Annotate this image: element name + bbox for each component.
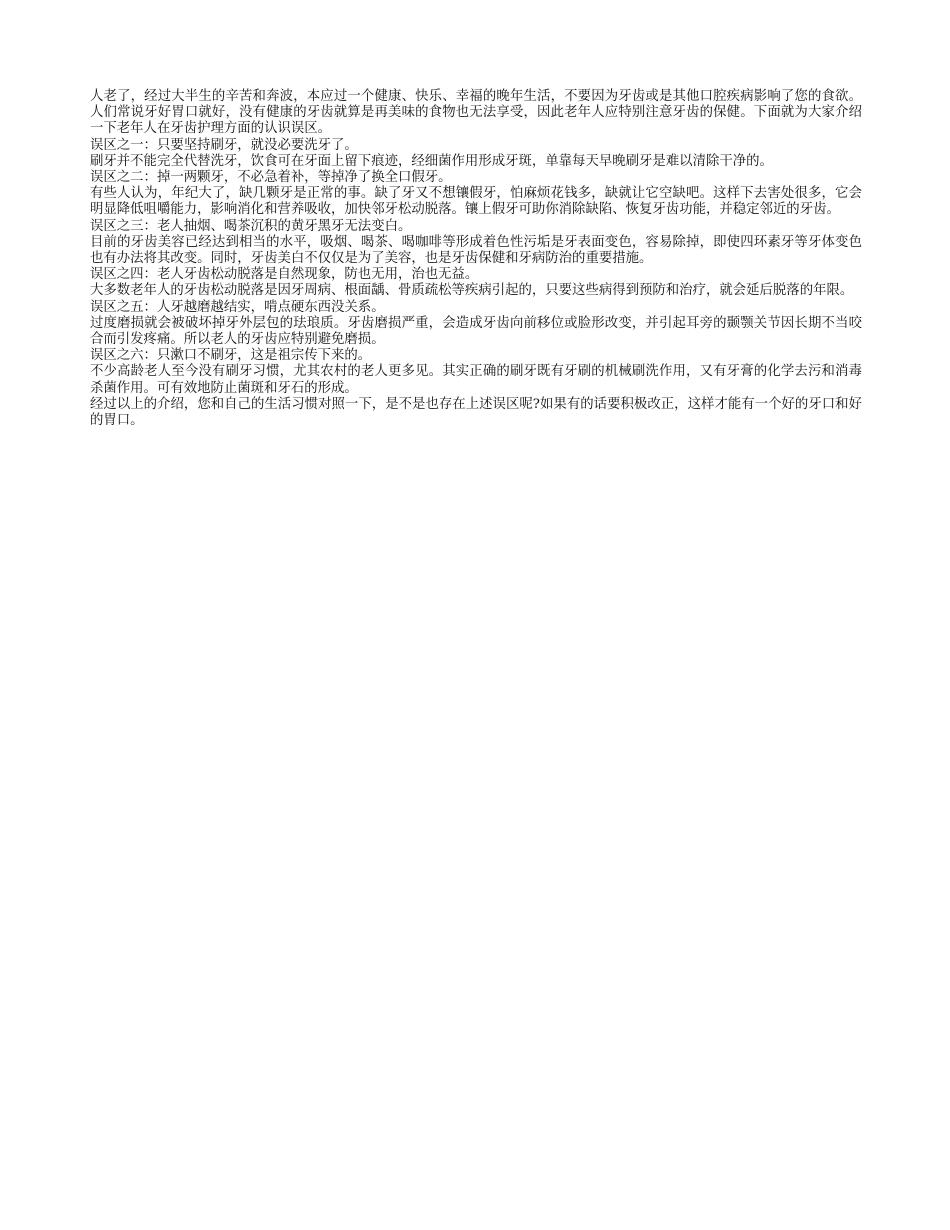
intro-paragraph: 人老了，经过大半生的辛苦和奔波，本应过一个健康、快乐、幸福的晚年生活，不要因为牙齿或是其他口腔疾病影响了您的食欲。人们常说牙好胃口就好，没有健康的牙齿就算是再美味的食物也无法享受，因此老年人应特别注意牙齿的保健。下面就为大家介绍一下老年人在牙齿护理方面的认识误区。	[90, 89, 862, 137]
myth-2-heading: 误区之二：掉一两颗牙，不必急着补，等掉净了换全口假牙。	[90, 170, 452, 186]
article-body	[90, 89, 862, 429]
myth-5-heading: 误区之五：人牙越磨越结实，啃点硬东西没关系。	[90, 299, 385, 315]
myth-1-explanation: 刷牙并不能完全代替洗牙，饮食可在牙面上留下痕迹，经细菌作用形成牙斑，单靠每天早晚刷牙是难以清除干净的。	[90, 153, 773, 169]
myth-6-explanation: 不少高龄老人至今没有刷牙习惯，尤其农村的老人更多见。其实正确的刷牙既有牙刷的机械刷洗作用，又有牙膏的化学去污和消毒杀菌作用。可有效地防止菌斑和牙石的形成。	[90, 364, 862, 396]
myth-3-heading: 误区之三：老人抽烟、喝茶沉积的黄牙黑牙无法变白。	[90, 218, 412, 234]
myth-4-explanation: 大多数老年人的牙齿松动脱落是因牙周病、根面龋、骨质疏松等疾病引起的，只要这些病得到预防和治疗，就会延后脱落的年限。	[90, 283, 854, 299]
myth-6-heading: 误区之六：只漱口不刷牙，这是祖宗传下来的。	[90, 348, 372, 364]
myth-1-heading: 误区之一：只要坚持刷牙，就没必要洗牙了。	[90, 137, 358, 153]
conclusion-paragraph: 经过以上的介绍，您和自己的生活习惯对照一下，是不是也存在上述误区呢?如果有的话要积极改正，这样才能有一个好的牙口和好的胃口。	[90, 396, 862, 429]
myth-2-explanation: 有些人认为，年纪大了，缺几颗牙是正常的事。缺了牙又不想镶假牙，怕麻烦花钱多，缺就让它空缺吧。这样下去害处很多，它会明显降低咀嚼能力，影响消化和营养吸收，加快邻牙松动脱落。镶上假牙可助你消除缺陷、恢复牙齿功能，并稳定邻近的牙齿。	[90, 186, 862, 218]
myth-4-heading: 误区之四：老人牙齿松动脱落是自然现象，防也无用，治也无益。	[90, 267, 479, 283]
myth-3-explanation: 目前的牙齿美容已经达到相当的水平，吸烟、喝茶、喝咖啡等形成着色性污垢是牙表面变色，容易除掉，即使四环素牙等牙体变色也有办法将其改变。同时，牙齿美白不仅仅是为了美容，也是牙齿保健和牙病防治的重要措施。	[90, 234, 862, 267]
myth-5-explanation: 过度磨损就会被破坏掉牙外层包的珐琅质。牙齿磨损严重，会造成牙齿向前移位或脸形改变，并引起耳旁的颞颚关节因长期不当咬合而引发疼痛。所以老人的牙齿应特别避免磨损。	[90, 315, 862, 348]
